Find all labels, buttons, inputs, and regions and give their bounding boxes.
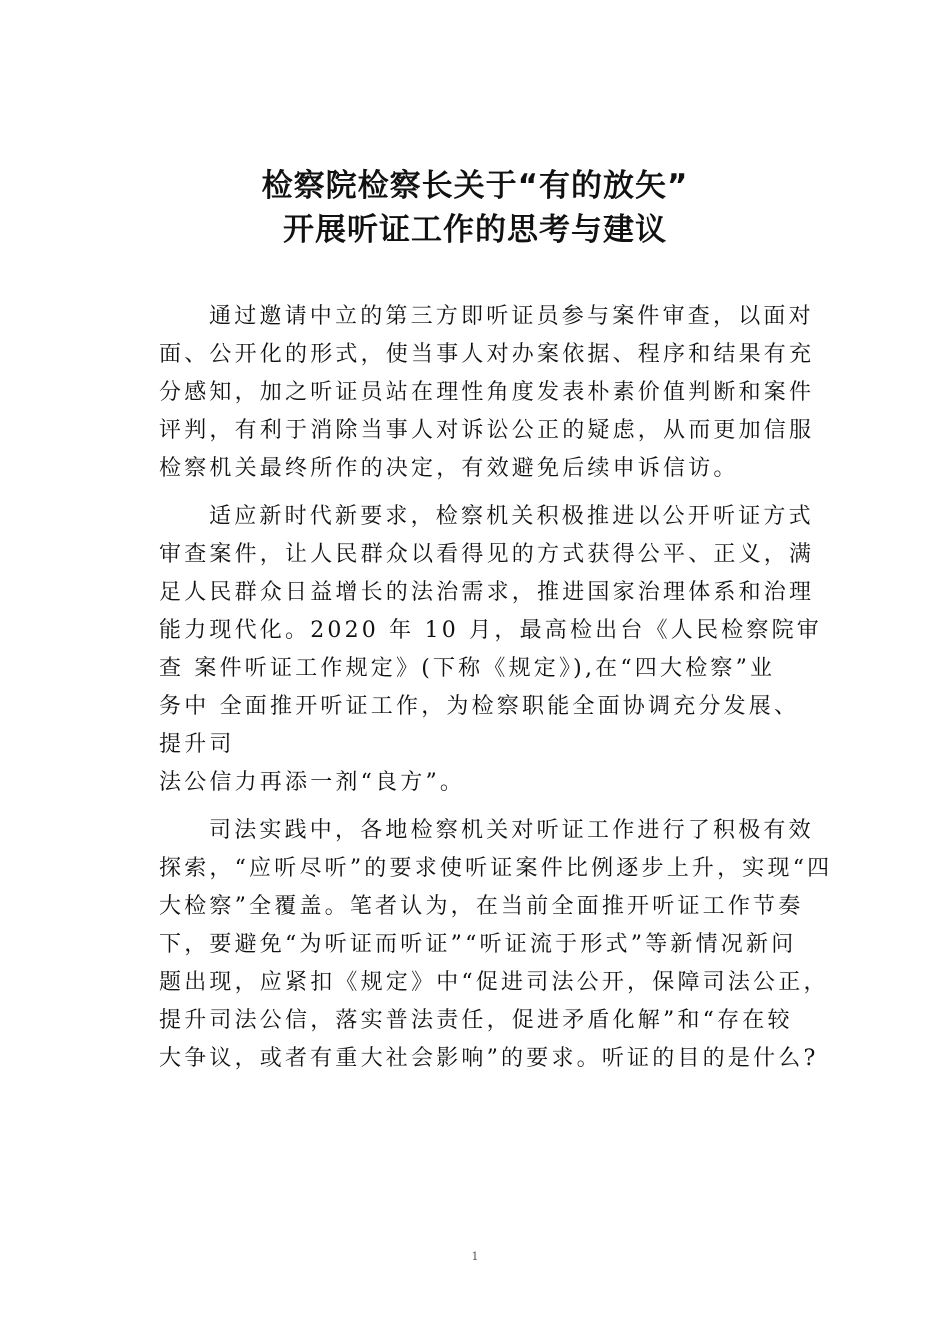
paragraph-3-line-7: 大争议，或者有重大社会影响”的要求。听证的目的是什么? <box>159 1046 819 1071</box>
paragraph-1-line-4: 评判，有利于消除当事人对诉讼公正的疑虑，从而更加信服 <box>159 418 815 443</box>
paragraph-2-line-2: 审查案件，让人民群众以看得见的方式获得公平、正义，满 <box>159 542 815 567</box>
paragraph-1-line-1: 通过邀请中立的第三方即听证员参与案件审查，以面对 <box>209 304 814 329</box>
paragraph-2-line-7: 提升司 <box>159 732 235 757</box>
paragraph-2-line-4: 能力现代化。2020 年 10 月，最高检出台《人民检察院审 <box>159 618 822 643</box>
page-number: 1 <box>471 1250 479 1263</box>
paragraph-1-line-2: 面、公开化的形式，使当事人对办案依据、程序和结果有充 <box>159 342 815 367</box>
paragraph-3-line-1: 司法实践中，各地检察机关对听证工作进行了积极有效 <box>209 818 814 843</box>
paragraph-2-line-3: 足人民群众日益增长的法治需求，推进国家治理体系和治理 <box>159 580 815 605</box>
paragraph-3-line-2: 探索，“应听尽听”的要求使听证案件比例逐步上升，实现“四 <box>159 856 833 881</box>
paragraph-2-line-6: 务中 全面推开听证工作，为检察职能全面协调充分发展、 <box>159 694 800 719</box>
paragraph-1-line-5: 检察机关最终所作的决定，有效避免后续申诉信访。 <box>159 456 739 481</box>
paragraph-1-line-3: 分感知，加之听证员站在理性角度发表朴素价值判断和案件 <box>159 380 815 405</box>
paragraph-3-line-5: 题出现，应紧扣《规定》中“促进司法公开，保障司法公正， <box>159 970 829 995</box>
paragraph-3-line-6: 提升司法公信，落实普法责任，促进矛盾化解”和“存在较 <box>159 1008 793 1033</box>
document-title-line-1: 检察院检察长关于“有的放矢” <box>261 168 689 204</box>
paragraph-3-line-4: 下，要避免“为听证而听证”“听证流于形式”等新情况新问 <box>159 932 797 957</box>
document-title-line-2: 开展听证工作的思考与建议 <box>283 212 667 248</box>
paragraph-3-line-3: 大检察”全覆盖。笔者认为，在当前全面推开听证工作节奏 <box>159 894 804 919</box>
paragraph-2-line-5: 查 案件听证工作规定》(下称《规定》),在“四大检察”业 <box>159 656 776 681</box>
paragraph-2-line-8: 法公信力再添一剂“良方”。 <box>159 770 466 795</box>
paragraph-2-line-1: 适应新时代新要求，检察机关积极推进以公开听证方式 <box>209 504 814 529</box>
